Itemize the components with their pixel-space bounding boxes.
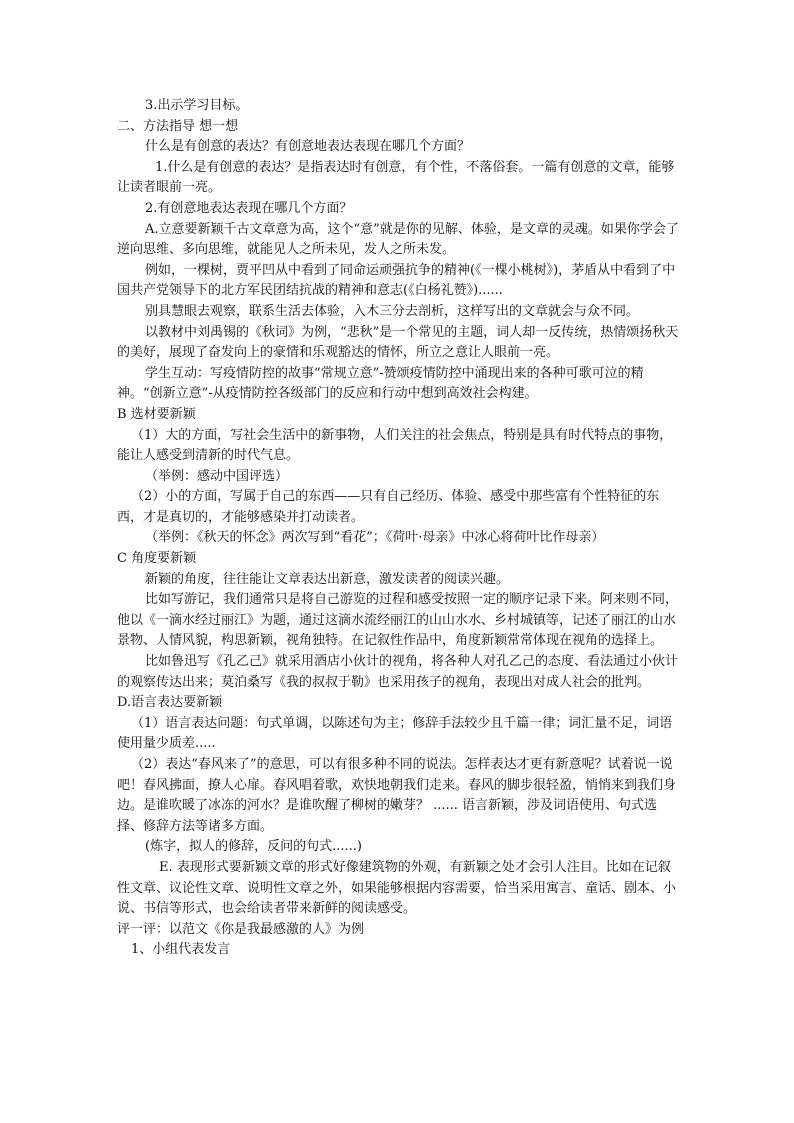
paragraph: 学生互动：写疫情防控的故事“常规立意”-赞颂疫情防控中涌现出来的各种可歌可泣的精神。“创新立意”-从疫情防控各级部门的反应和行动中想到高效社会构建。 [117,365,644,402]
paragraph: 什么是有创意的表达？有创意地表达表现在哪几个方面？ [145,139,471,155]
section-heading: C 角度要新颖 [117,551,197,567]
paragraph: （1）大的方面，写社会生活中的新事物，人们关注的社会焦点，特别是具有时代特点的事物，能让人感受到清新的时代气息。 [117,427,673,464]
paragraph: A.立意要新颖千古文章意为高，这个“意”就是你的见解、体验，是文章的灵魂。如果你学会了逆向思维、多向思维，就能见人之所未见，发人之所未发。 [117,221,679,258]
paragraph: （举例：感动中国评选） [145,468,289,484]
paragraph: E. 表现形式要新颖文章的形式好像建筑物的外观，有新颖之处才会引人注目。比如在记叙性文章、议论性文章、说明性文章之外，如果能够根据内容需要，恰当采用寓言、童话、剧本、小说、书信等形式，也会给读者带来新鲜的阅读感受。 [117,859,677,917]
paragraph: 例如，一棵树，贾平凹从中看到了同命运顽强抗争的精神(《一棵小桃树》)，茅盾从中看到了中国共产党领导下的北方军民团结抗战的精神和意志(《白杨礼赞》)...... [117,262,676,299]
paragraph: 新颖的角度，往往能让文章表达出新意，激发读者的阅读兴趣。 [145,571,510,587]
section-heading: B 选材要新颖 [117,406,196,422]
paragraph: 比如鲁迅写《孔乙己》就采用酒店小伙计的视角，将各种人对孔乙己的态度、看法通过小伙计的观察传达出来；莫泊桑写《我的叔叔于勒》也采用孩子的视角，表现出对成人社会的批判。 [117,654,679,690]
paragraph: 以教材中刘禹锡的《秋词》为例，“悲秋”是一个常见的主题，词人却一反传统，热情颂扬秋天的美好，展现了奋发向上的豪情和乐观豁达的情怀，所立之意让人眼前一亮。 [117,324,679,361]
paragraph: 2.有创意地表达表现在哪几个方面？ [145,200,353,216]
section-heading: 二、方法指导 想一想 [117,118,239,134]
section-heading: 评一评：以范文《你是我最感激的人》为例 [117,921,365,937]
paragraph: （2）小的方面，写属于自己的东西——只有自己经历、体验、感受中那些富有个性特征的东西，才是真切的，才能够感染并打动读者。 [117,489,660,525]
paragraph: 3.出示学习目标。 [145,98,249,113]
document-page [117,96,682,961]
paragraph: (炼字，拟人的修辞，反问的句式......) [145,839,362,855]
paragraph: 别具慧眼去观察，联系生活去体验，入木三分去剖析，这样写出的文章就会与众不同。 [145,303,640,319]
paragraph: （举例：《秋天的怀念》两次写到“看花”；《荷叶·母亲》中冰心将荷叶比作母亲） [145,530,605,546]
section-heading: D.语言表达要新颖 [117,695,223,711]
paragraph: （2）表达“春风来了”的意思，可以有很多种不同的说法。怎样表达才更有新意呢？试着说一说吧！春风拂面，撩人心扉。春风唱着歌，欢快地朝我们走来。春风的脚步很轻盈，悄悄来到我们身边。是谁吹暖了冰冻的河水？是谁吹醒了柳树的嫩芽？ ...... 语言新颖，涉及词语使用、句式选择、修辞方法等诸多方面。 [117,757,677,834]
paragraph: 1.什么是有创意的表达？是指表达时有创意，有个性，不落俗套。一篇有创意的文章，能够让读者眼前一亮。 [117,159,675,196]
paragraph: 1、小组代表发言 [131,942,231,958]
paragraph: 比如写游记，我们通常只是将自己游览的过程和感受按照一定的顺序记录下来。阿来则不同，他以《一滴水经过丽江》为题，通过这滴水流经丽江的山山水水、乡村城镇等，记述了丽江的山水景物、人情风貌，构思新颖，视角独特。在记叙性作品中，角度新颖常常体现在视角的选择上。 [117,592,679,649]
paragraph: （1）语言表达问题：句式单调，以陈述句为主；修辞手法较少且千篇一律；词汇量不足，词语使用量少质差..... [117,715,673,752]
